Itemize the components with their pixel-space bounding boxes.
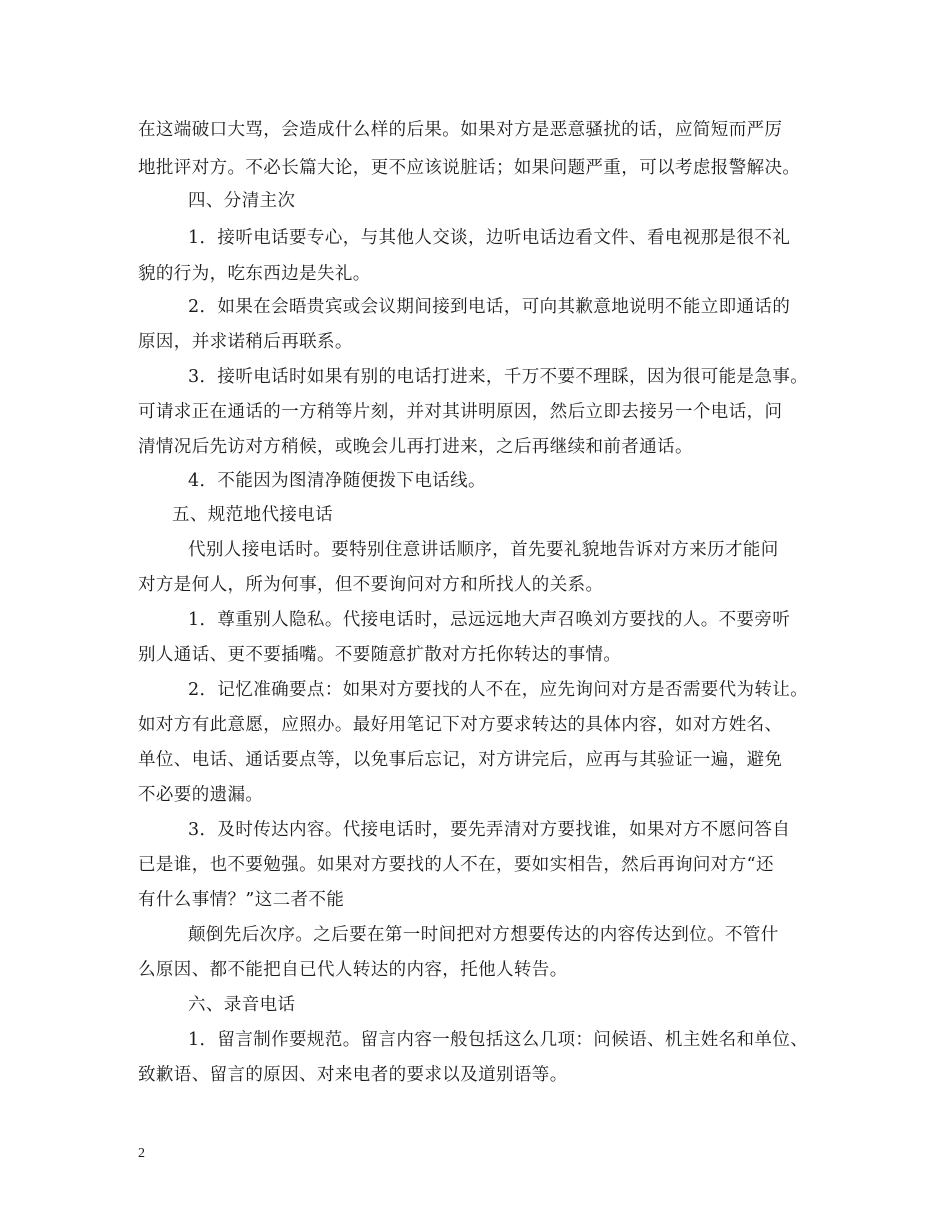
- text-line: 2．记忆准确要点：如果对方要找的人不在，应先询问对方是否需要代为转让。: [188, 680, 809, 700]
- text-line: 2．如果在会晤贵宾或会议期间接到电话，可向其歉意地说明不能立即通话的: [188, 297, 791, 317]
- text-line: 别人通话、更不要插嘴。不要随意扩散对方托你转达的事情。: [138, 645, 622, 665]
- section-heading: 六、录音电话: [188, 995, 296, 1015]
- text-line: 原因，并求诺稍后再联系。: [138, 332, 353, 352]
- text-line: 3．接听电话时如果有别的电话打进来，千万不要不理睬，因为很可能是急事。: [188, 367, 809, 387]
- text-line: 颠倒先后次序。之后要在第一时间把对方想要传达的内容传达到位。不管什: [188, 925, 779, 945]
- section-heading: 四、分清主次: [188, 191, 296, 211]
- text-line: 么原因、都不能把自已代人转达的内容，托他人转告。: [138, 960, 568, 980]
- text-line: 地批评对方。不必长篇大论，更不应该说脏话；如果问题严重，可以考虑报警解决。: [138, 158, 801, 178]
- text-line: 代别人接电话时。要特别住意讲话顺序，首先要礼貌地告诉对方来历才能问: [188, 540, 779, 560]
- text-line: 1．留言制作要规范。留言内容一般包括这么几项：问候语、机主姓名和单位、: [188, 1030, 809, 1050]
- text-line: 1．接听电话要专心，与其他人交谈，边听电话边看文件、看电视那是很不礼: [188, 228, 791, 248]
- text-line: 致歉语、留言的原因、对来电者的要求以及道别语等。: [138, 1065, 568, 1085]
- text-line: 已是谁，也不要勉强。如果对方要找的人不在，要如实相告，然后再询问对方“还: [138, 855, 774, 875]
- text-line: 貌的行为，吃东西边是失礼。: [138, 264, 371, 284]
- text-line: 3．及时传达内容。代接电话时，要先弄清对方要找谁，如果对方不愿问答自: [188, 820, 791, 840]
- text-line: 清情况后先访对方稍候，或晚会儿再打进来，之后再继续和前者通话。: [138, 437, 693, 457]
- text-line: 对方是何人，所为何事，但不要询问对方和所找人的关系。: [138, 575, 604, 595]
- text-line: 4．不能因为图清净随便拨下电话线。: [188, 471, 486, 491]
- page-number: 2: [138, 1146, 145, 1161]
- text-line: 有什么事情？”这二者不能: [138, 890, 345, 910]
- section-heading: 五、规范地代接电话: [172, 505, 334, 525]
- text-line: 如对方有此意愿，应照办。最好用笔记下对方要求转达的具体内容，如对方姓名、: [138, 715, 783, 735]
- text-line: 1．尊重别人隐私。代接电话时，忌远远地大声召唤刘方要找的人。不要旁听: [188, 610, 791, 630]
- text-line: 单位、电话、通话要点等，以免事后忘记，对方讲完后，应再与其验证一遍，避免: [138, 750, 783, 770]
- text-line: 不必要的遗漏。: [138, 785, 264, 805]
- text-line: 可请求正在通话的一方稍等片刻，并对其讲明原因，然后立即去接另一个电话，问: [138, 402, 783, 422]
- text-line: 在这端破口大骂，会造成什么样的后果。如果对方是恶意骚扰的话，应简短而严厉: [138, 120, 783, 140]
